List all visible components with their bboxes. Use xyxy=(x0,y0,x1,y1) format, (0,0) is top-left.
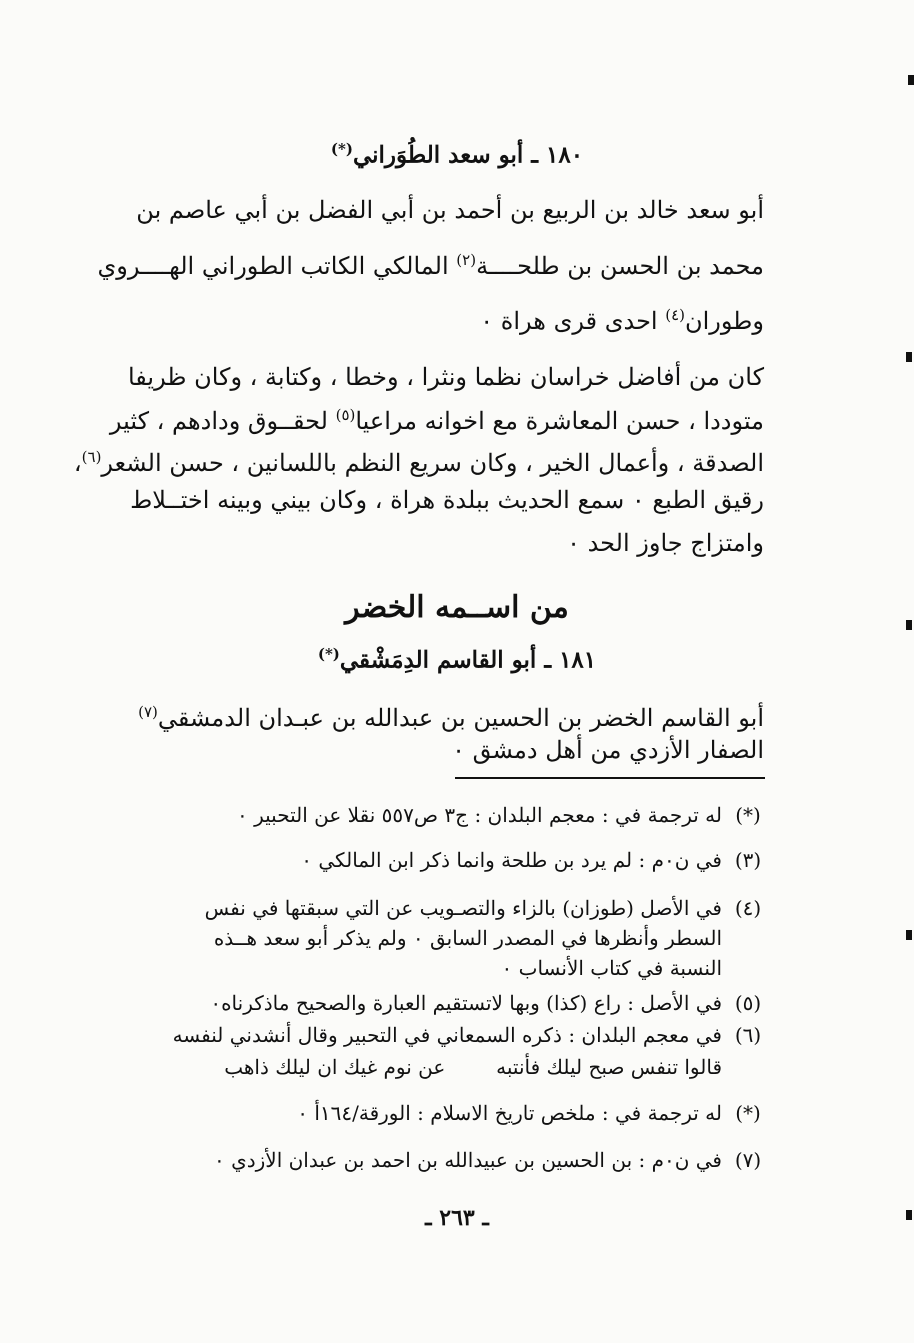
entry-180-line-1: أبو سعد خالد بن الربيع بن أحمد بن أبي الفضل بن أبي عاصم بن xyxy=(136,196,764,224)
footnote-text: له ترجمة في : معجم البلدان : ج٣ ص٥٥٧ نقلا عن التحبير ٠ xyxy=(236,803,722,827)
footnote-star-2 xyxy=(125,1098,764,1128)
footnote-text: في ن٠م : بن الحسين بن عبيدالله بن احمد بن عبدان الأزدي ٠ xyxy=(213,1148,722,1172)
entry-180-p2-line-2a: متوددا ، حسن المعاشرة مع اخوانه مراعيا xyxy=(355,407,764,435)
binding-mark xyxy=(906,620,912,630)
footnote-7 xyxy=(125,1145,764,1175)
footnote-number: (*) xyxy=(735,1101,761,1125)
footnote-3 xyxy=(125,845,764,875)
entry-180-line-2 xyxy=(97,243,764,283)
entry-180-p2-line-3a: الصدقة ، وأعمال الخير ، وكان سريع النظم باللسانين ، حسن الشعر xyxy=(101,449,764,477)
binding-mark xyxy=(906,352,912,362)
binding-mark xyxy=(906,1210,912,1220)
footnote-number: (٥) xyxy=(734,991,762,1015)
binding-mark xyxy=(906,930,912,940)
entry-180-p2-line-1: كان من أفاضل خراسان نظما ونثرا ، وخطا ، وكتابة ، وكان ظريفا xyxy=(127,363,764,391)
footnote-text: في ن٠م : لم يرد بن طلحة وانما ذكر ابن المالكي ٠ xyxy=(301,848,722,872)
footnote-number: (٦) xyxy=(734,1023,762,1047)
footnote-text: له ترجمة في : ملخص تاريخ الاسلام : الورقة/١٦٤أ ٠ xyxy=(297,1101,722,1125)
footnote-text-line-2: السطر وأنظرها في المصدر السابق ٠ ولم يذكر أبو سعد هــذه xyxy=(213,926,722,950)
entry-180-p2-line-3b: ، xyxy=(73,449,82,477)
entry-181-line-2: الصفار الأزدي من أهل دمشق ٠ xyxy=(452,736,764,764)
entry-180-line-3b: احدى قرى هراة ٠ xyxy=(480,307,658,335)
entry-180-line-3a: وطوران xyxy=(685,307,764,335)
footnote-5 xyxy=(125,988,764,1018)
footnote-verse: قالوا تنفس صبح ليلك فأنتبه عن نوم غيك ان ليلك ذاهب xyxy=(224,1055,722,1079)
footnote-mark-5: (٥) xyxy=(335,406,356,424)
footnote-number: (٤) xyxy=(734,896,762,920)
entry-180-star: (*) xyxy=(330,140,353,158)
footnote-mark-2: (٢) xyxy=(456,251,477,269)
footnote-star-1 xyxy=(125,800,764,830)
section-title: من اســمه الخضر xyxy=(345,590,569,625)
footnote-4 xyxy=(125,893,764,983)
entry-180-heading xyxy=(0,140,914,169)
footnote-text-line-1: في الأصل (طوزان) بالزاء والتصـويب عن التي سبقتها في نفس xyxy=(204,896,722,920)
footnote-mark-6: (٦) xyxy=(81,448,102,466)
entry-181-title: ١٨١ ـ أبو القاسم الدِمَشْقي xyxy=(339,646,597,674)
footnote-6 xyxy=(125,1020,764,1080)
footnote-mark-4: (٤) xyxy=(665,306,686,324)
entry-180-p2-line-4: رقيق الطبع ٠ سمع الحديث ببلدة هراة ، وكان بيني وبينه اختــلاط xyxy=(130,486,764,514)
footnote-separator xyxy=(455,777,765,779)
entry-180-p2-line-2 xyxy=(109,398,764,438)
binding-mark xyxy=(908,75,914,85)
entry-181-line-1 xyxy=(125,695,764,735)
footnote-text: في الأصل : راع (كذا) وبها لاتستقيم العبارة والصحيح ماذكرناه٠ xyxy=(210,991,722,1015)
footnote-text-line-1: في معجم البلدان : ذكره السمعاني في التحبير وقال أنشدني لنفسه xyxy=(172,1023,722,1047)
entry-180-p2-line-3 xyxy=(73,440,764,480)
footnote-text-line-3: النسبة في كتاب الأنساب ٠ xyxy=(501,956,722,980)
entry-181-star: (*) xyxy=(317,645,340,663)
footnote-number: (*) xyxy=(735,803,761,827)
entry-180-line-3 xyxy=(125,298,764,338)
footnote-mark-7: (٧) xyxy=(138,703,158,721)
entry-181-heading xyxy=(0,645,914,674)
entry-180-p2-line-5: وامتزاج جاوز الحد ٠ xyxy=(567,529,764,557)
page-number: ـ ٢٦٣ ـ xyxy=(425,1205,489,1231)
entry-180-p2-line-2b: لحقــوق ودادهم ، كثير xyxy=(109,407,328,435)
footnote-number: (٣) xyxy=(734,848,762,872)
entry-180-line-2a: محمد بن الحسن بن طلحــــة xyxy=(476,252,764,280)
entry-181-line-1a: أبو القاسم الخضر بن الحسين بن عبدالله بن عبـدان الدمشقي xyxy=(157,704,764,732)
entry-180-line-2b: المالكي الكاتب الطوراني الهــــروي xyxy=(97,252,449,280)
entry-180-title: ١٨٠ ـ أبو سعد الطُوَراني xyxy=(352,141,584,169)
footnote-number: (٧) xyxy=(734,1148,762,1172)
